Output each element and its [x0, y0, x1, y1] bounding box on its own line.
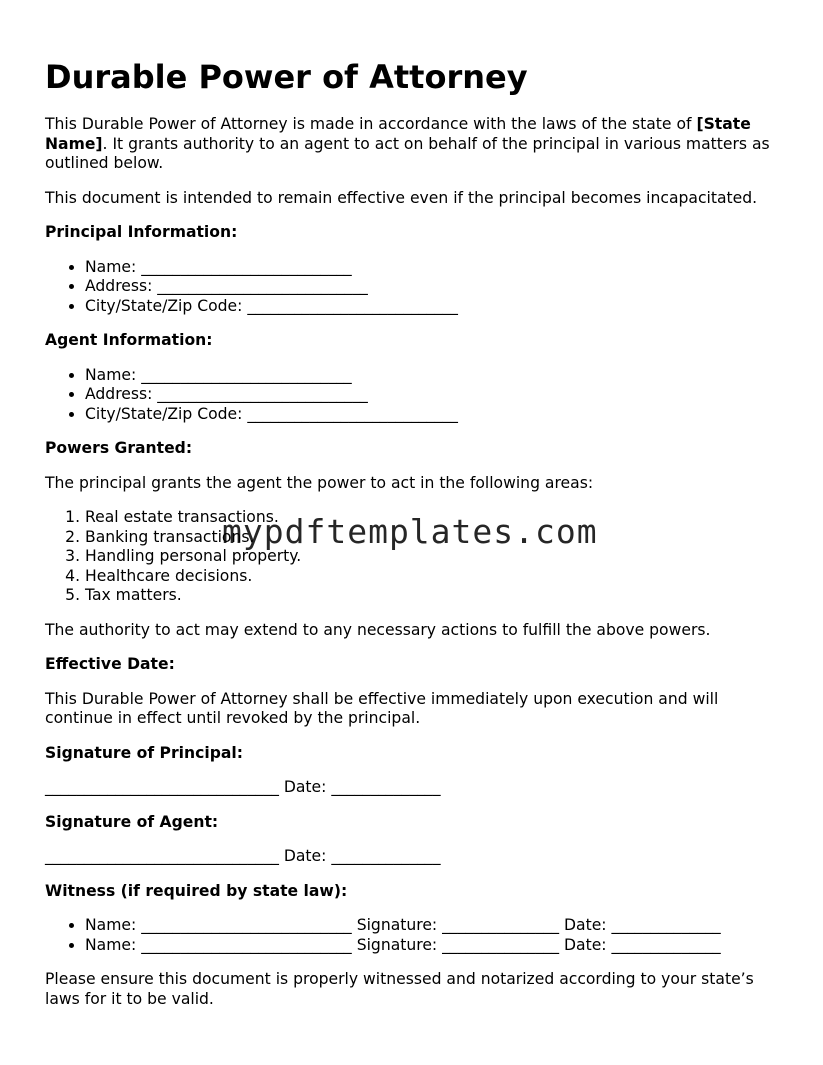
principal-signature-heading: Signature of Principal:	[45, 743, 243, 762]
watermark: mypdftemplates.com	[222, 512, 598, 551]
powers-extent: The authority to act may extend to any necessary actions to fulfill the above powers.	[45, 620, 711, 639]
agent-city-field: • City/State/Zip Code: ___________________________	[85, 405, 785, 425]
document-page	[45, 56, 785, 1024]
agent-signature-line: ______________________________ Date: ______________	[45, 847, 441, 865]
witness-heading: Witness (if required by state law):	[45, 881, 348, 900]
agent-signature-heading: Signature of Agent:	[45, 812, 219, 831]
power-item: 5. Tax matters.	[85, 586, 785, 606]
agent-name-field: • Name: ___________________________	[85, 366, 785, 386]
agent-heading: Agent Information:	[45, 331, 213, 349]
principal-signature-line: ______________________________ Date: ______________	[45, 778, 441, 796]
powers-intro: The principal grants the agent the power to act in the following areas:	[45, 473, 594, 492]
power-item: 2. Banking transactions.	[85, 528, 785, 548]
intro-text-start: This Durable Power of Attorney is made in accordance with the laws of the state of	[45, 115, 697, 133]
principal-fields	[45, 258, 785, 317]
intro-text-end: . It grants authority to an agent to act on behalf of the principal in various matters as outlined below.	[45, 134, 770, 172]
witness-line: • Name: ___________________________ Signature: _______________ Date: ______________	[85, 936, 785, 956]
principal-heading: Principal Information:	[45, 223, 238, 241]
principal-city-field: • City/State/Zip Code: ___________________________	[85, 297, 785, 317]
powers-heading: Powers Granted:	[45, 439, 193, 457]
closing-paragraph: Please ensure this document is properly witnessed and notarized according to your state’s laws for it to be valid.	[45, 970, 754, 1008]
witness-list	[45, 916, 785, 955]
effective-heading: Effective Date:	[45, 655, 175, 673]
intro-paragraph	[45, 115, 785, 174]
page-title: Durable Power of Attorney	[45, 58, 528, 96]
power-item: 4. Healthcare decisions.	[85, 567, 785, 587]
agent-fields	[45, 366, 785, 425]
power-item: 3. Handling personal property.	[85, 547, 785, 567]
power-item: 1. Real estate transactions.	[85, 508, 785, 528]
principal-address-field: • Address: ___________________________	[85, 277, 785, 297]
incapacity-note: This document is intended to remain effective even if the principal becomes incapacitated.	[45, 188, 758, 207]
powers-list	[45, 508, 785, 606]
agent-address-field: • Address: ___________________________	[85, 385, 785, 405]
witness-line: • Name: ___________________________ Signature: _______________ Date: ______________	[85, 916, 785, 936]
effective-text: This Durable Power of Attorney shall be effective immediately upon execution and will continue in effect until revoked by the principal.	[45, 689, 719, 727]
state-name-placeholder: [State Name]	[45, 115, 751, 153]
principal-name-field: • Name: ___________________________	[85, 258, 785, 278]
